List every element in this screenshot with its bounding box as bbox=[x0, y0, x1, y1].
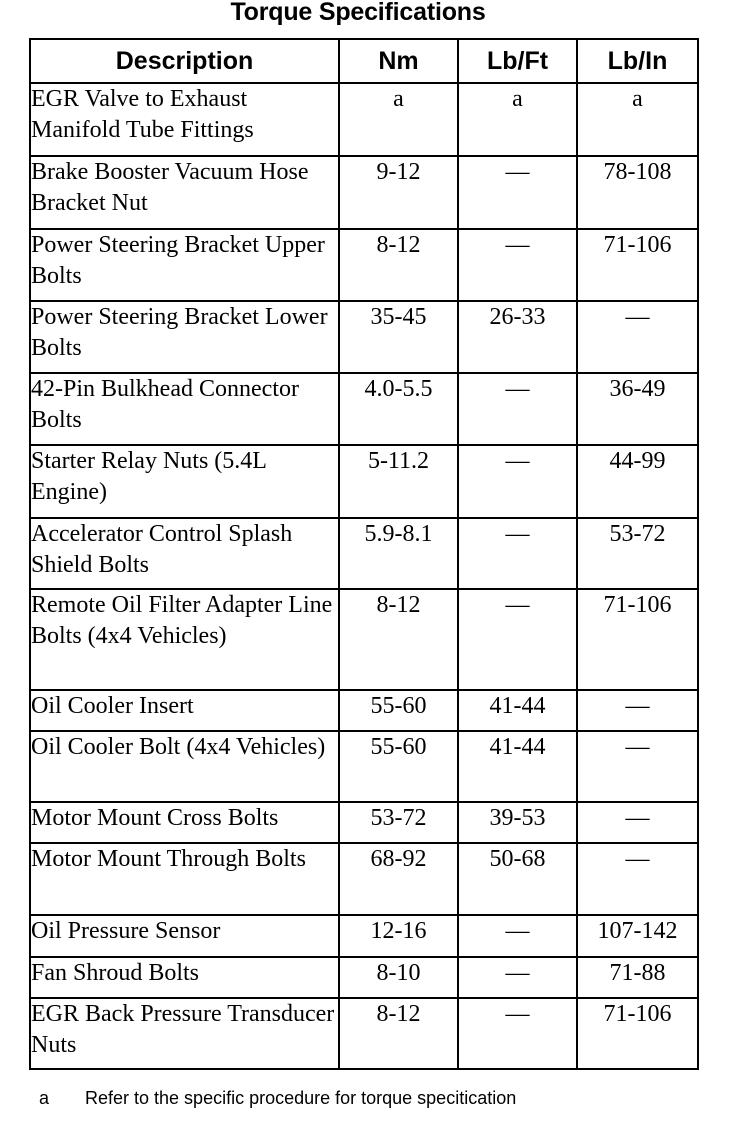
lbft-cell: — bbox=[458, 957, 577, 998]
lbin-cell: — bbox=[577, 301, 698, 373]
column-header-description: Description bbox=[30, 39, 339, 83]
description-cell: Fan Shroud Bolts bbox=[30, 957, 339, 998]
column-header-lbin: Lb/In bbox=[577, 39, 698, 83]
footnote bbox=[39, 1086, 516, 1110]
nm-cell: 12-16 bbox=[339, 915, 458, 957]
table-row bbox=[30, 589, 698, 690]
table-row bbox=[30, 518, 698, 589]
table-row bbox=[30, 229, 698, 301]
table-row bbox=[30, 915, 698, 957]
lbin-cell: 71-106 bbox=[577, 998, 698, 1069]
lbin-cell: a bbox=[577, 83, 698, 156]
lbft-cell: — bbox=[458, 156, 577, 229]
lbin-cell: 107-142 bbox=[577, 915, 698, 957]
lbin-cell: — bbox=[577, 843, 698, 915]
lbin-cell: 71-106 bbox=[577, 229, 698, 301]
lbft-cell: 26-33 bbox=[458, 301, 577, 373]
description-cell: EGR Valve to Exhaust Manifold Tube Fittings bbox=[30, 83, 339, 156]
nm-cell: 55-60 bbox=[339, 690, 458, 731]
nm-cell: 35-45 bbox=[339, 301, 458, 373]
lbft-cell: 41-44 bbox=[458, 731, 577, 802]
description-cell: Motor Mount Cross Bolts bbox=[30, 802, 339, 843]
description-cell: Accelerator Control Splash Shield Bolts bbox=[30, 518, 339, 589]
description-cell: Oil Cooler Insert bbox=[30, 690, 339, 731]
description-cell: 42-Pin Bulkhead Connector Bolts bbox=[30, 373, 339, 445]
nm-cell: 8-12 bbox=[339, 229, 458, 301]
lbft-cell: 39-53 bbox=[458, 802, 577, 843]
nm-cell: 5-11.2 bbox=[339, 445, 458, 518]
lbin-cell: 44-99 bbox=[577, 445, 698, 518]
lbft-cell: — bbox=[458, 518, 577, 589]
table-row bbox=[30, 957, 698, 998]
description-cell: Remote Oil Filter Adapter Line Bolts (4x4 Vehicles) bbox=[30, 589, 339, 690]
table-row bbox=[30, 802, 698, 843]
table-row bbox=[30, 843, 698, 915]
lbft-cell: — bbox=[458, 998, 577, 1069]
nm-cell: 9-12 bbox=[339, 156, 458, 229]
torque-spec-table bbox=[29, 38, 699, 1070]
lbft-cell: 41-44 bbox=[458, 690, 577, 731]
lbin-cell: — bbox=[577, 690, 698, 731]
table-row bbox=[30, 83, 698, 156]
column-header-nm: Nm bbox=[339, 39, 458, 83]
lbft-cell: — bbox=[458, 589, 577, 690]
lbft-cell: — bbox=[458, 445, 577, 518]
description-cell: Starter Relay Nuts (5.4L Engine) bbox=[30, 445, 339, 518]
lbin-cell: — bbox=[577, 731, 698, 802]
nm-cell: 4.0-5.5 bbox=[339, 373, 458, 445]
table-row bbox=[30, 301, 698, 373]
nm-cell: 5.9-8.1 bbox=[339, 518, 458, 589]
nm-cell: a bbox=[339, 83, 458, 156]
lbin-cell: — bbox=[577, 802, 698, 843]
description-cell: EGR Back Pressure Transducer Nuts bbox=[30, 998, 339, 1069]
table-row bbox=[30, 445, 698, 518]
description-cell: Brake Booster Vacuum Hose Bracket Nut bbox=[30, 156, 339, 229]
nm-cell: 55-60 bbox=[339, 731, 458, 802]
lbft-cell: a bbox=[458, 83, 577, 156]
page-title: Torque Specifications bbox=[230, 0, 486, 26]
table-row bbox=[30, 373, 698, 445]
nm-cell: 68-92 bbox=[339, 843, 458, 915]
nm-cell: 53-72 bbox=[339, 802, 458, 843]
lbft-cell: 50-68 bbox=[458, 843, 577, 915]
description-cell: Oil Pressure Sensor bbox=[30, 915, 339, 957]
footnote-mark: a bbox=[39, 1088, 50, 1108]
lbft-cell: — bbox=[458, 373, 577, 445]
description-cell: Power Steering Bracket Upper Bolts bbox=[30, 229, 339, 301]
nm-cell: 8-12 bbox=[339, 589, 458, 690]
header-row bbox=[30, 39, 698, 83]
lbin-cell: 71-106 bbox=[577, 589, 698, 690]
nm-cell: 8-12 bbox=[339, 998, 458, 1069]
lbft-cell: — bbox=[458, 915, 577, 957]
table-row bbox=[30, 731, 698, 802]
table-row bbox=[30, 156, 698, 229]
column-header-lbft: Lb/Ft bbox=[458, 39, 577, 83]
lbin-cell: 71-88 bbox=[577, 957, 698, 998]
description-cell: Power Steering Bracket Lower Bolts bbox=[30, 301, 339, 373]
lbin-cell: 53-72 bbox=[577, 518, 698, 589]
description-cell: Motor Mount Through Bolts bbox=[30, 843, 339, 915]
lbin-cell: 78-108 bbox=[577, 156, 698, 229]
description-cell: Oil Cooler Bolt (4x4 Vehicles) bbox=[30, 731, 339, 802]
lbin-cell: 36-49 bbox=[577, 373, 698, 445]
table-row bbox=[30, 998, 698, 1069]
table-row bbox=[30, 690, 698, 731]
nm-cell: 8-10 bbox=[339, 957, 458, 998]
footnote-text: Refer to the specific procedure for torque specitication bbox=[85, 1088, 517, 1108]
lbft-cell: — bbox=[458, 229, 577, 301]
